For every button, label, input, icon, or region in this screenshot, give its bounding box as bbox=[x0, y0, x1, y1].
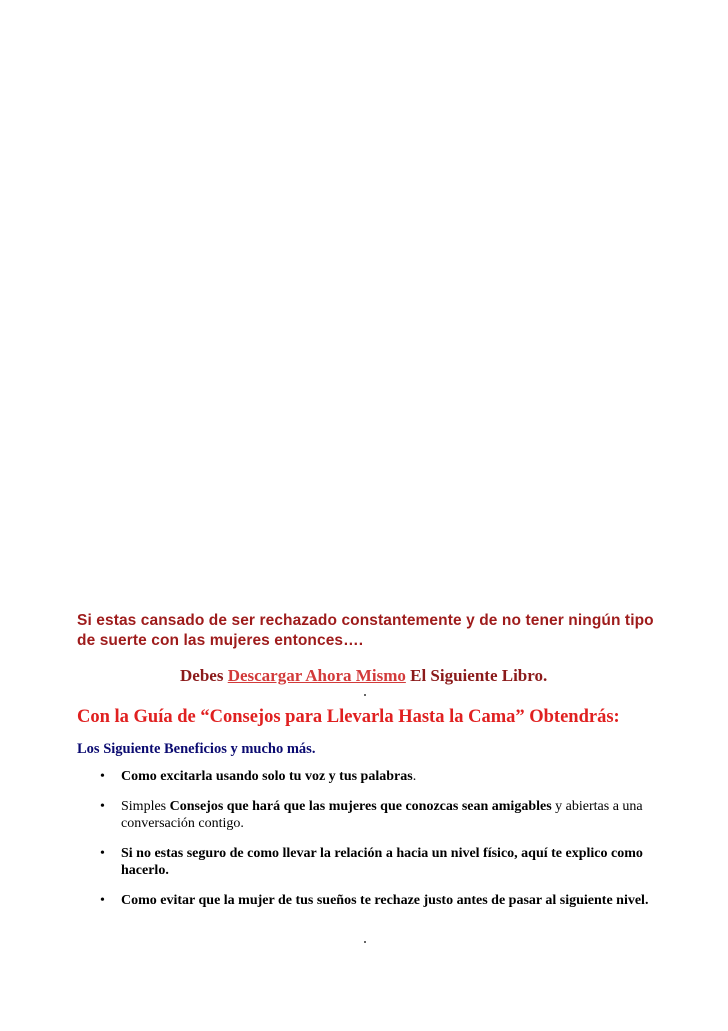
guide-heading: Con la Guía de “Consejos para Llevarla Hasta la Cama” Obtendrás: bbox=[77, 707, 620, 727]
benefit-text-bold: Consejos que hará que las mujeres que conozcas sean amigables bbox=[169, 798, 552, 814]
download-link[interactable]: Descargar Ahora Mismo bbox=[227, 666, 406, 685]
benefit-item bbox=[97, 845, 667, 880]
benefit-text: . bbox=[412, 769, 417, 784]
bullet-icon: • bbox=[100, 769, 105, 784]
benefits-subheading: Los Siguiente Beneficios y mucho más. bbox=[77, 741, 316, 757]
benefit-text: Simples bbox=[121, 798, 170, 814]
benefit-item bbox=[97, 798, 667, 833]
benefits-list bbox=[97, 768, 667, 921]
separator-dot bbox=[364, 941, 366, 943]
cta-suffix: El Siguiente Libro. bbox=[405, 666, 548, 685]
intro-paragraph: Si estas cansado de ser rechazado constantemente y de no tener ningún tipo de suerte con las mujeres entonces…. bbox=[77, 612, 654, 649]
cta-prefix: Debes bbox=[180, 666, 228, 685]
bullet-icon: • bbox=[100, 892, 105, 908]
benefit-item bbox=[97, 892, 667, 910]
benefit-text: y abiertas a una conversación contigo. bbox=[121, 798, 643, 831]
benefit-text-bold: Si no estas seguro de como llevar la relación a hacia un nivel físico, aquí te explico como hacerlo. bbox=[121, 845, 643, 878]
benefit-item bbox=[97, 768, 667, 786]
bullet-icon: • bbox=[100, 798, 105, 814]
benefit-text-bold: Como evitar que la mujer de tus sueños te rechaze justo antes de pasar al siguiente nivel. bbox=[121, 892, 649, 908]
download-call-to-action bbox=[180, 666, 547, 686]
separator-dot bbox=[364, 694, 366, 696]
benefit-text-bold: Como excitarla usando solo tu voz y tus palabras bbox=[121, 769, 413, 784]
bullet-icon: • bbox=[100, 845, 105, 861]
